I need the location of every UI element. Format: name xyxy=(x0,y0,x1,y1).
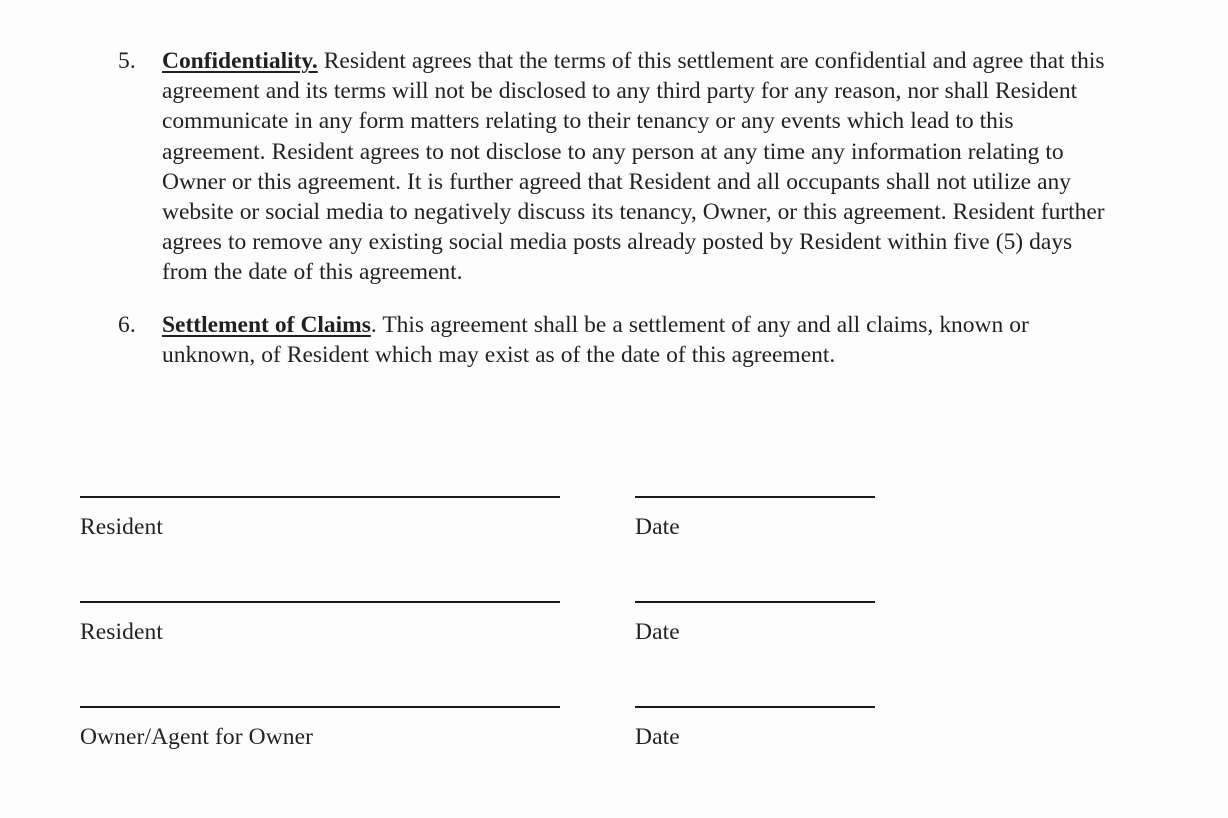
clause-body xyxy=(162,46,1110,288)
date-line[interactable] xyxy=(635,601,875,603)
clause-title: Confidentiality. xyxy=(162,48,318,74)
signature-row xyxy=(0,680,1228,785)
clause-number: 6. xyxy=(118,311,136,338)
clause-text: This agreement shall be a settlement of any and all claims, known or unknown, of Resident which may exist as of the date of this agreement. xyxy=(162,311,1029,368)
clause-body xyxy=(162,310,1110,370)
signature-line[interactable] xyxy=(80,706,560,708)
date-label: Date xyxy=(635,619,680,645)
signature-line[interactable] xyxy=(80,601,560,603)
date-line[interactable] xyxy=(635,706,875,708)
clause-title-tail: . xyxy=(370,311,377,338)
clause-title: Settlement of Claims xyxy=(162,311,371,338)
date-line[interactable] xyxy=(635,496,875,498)
clause-item-5 xyxy=(0,46,1228,288)
signature-line[interactable] xyxy=(80,496,560,498)
date-label: Date xyxy=(635,514,680,540)
signature-label: Resident xyxy=(80,514,164,540)
clause-item-6 xyxy=(0,310,1228,370)
signature-block xyxy=(0,470,1228,785)
signature-label: Owner/Agent for Owner xyxy=(80,724,314,750)
clause-list xyxy=(0,46,1228,392)
date-label: Date xyxy=(635,724,680,750)
signature-label: Resident xyxy=(80,619,164,645)
clause-number: 5. xyxy=(118,48,136,74)
signature-row xyxy=(0,575,1228,680)
signature-row xyxy=(0,470,1228,575)
clause-text: Resident agrees that the terms of this settlement are confidential and agree that this agreement and its terms will not be disclosed to any third party for any reason, nor shall Resident communicate in any form matters relating to their tenancy or any events which lead to this agreement. Resident agrees to not disclose to any person at any time any information relating to Owner or this agreement. It is further agreed that Resident and all occupants shall not utilize any website or social media to negatively discuss its tenancy, Owner, or this agreement. Resident further agrees to remove any existing social media posts already posted by Resident within five (5) days from the date of this agreement. xyxy=(162,48,1105,286)
